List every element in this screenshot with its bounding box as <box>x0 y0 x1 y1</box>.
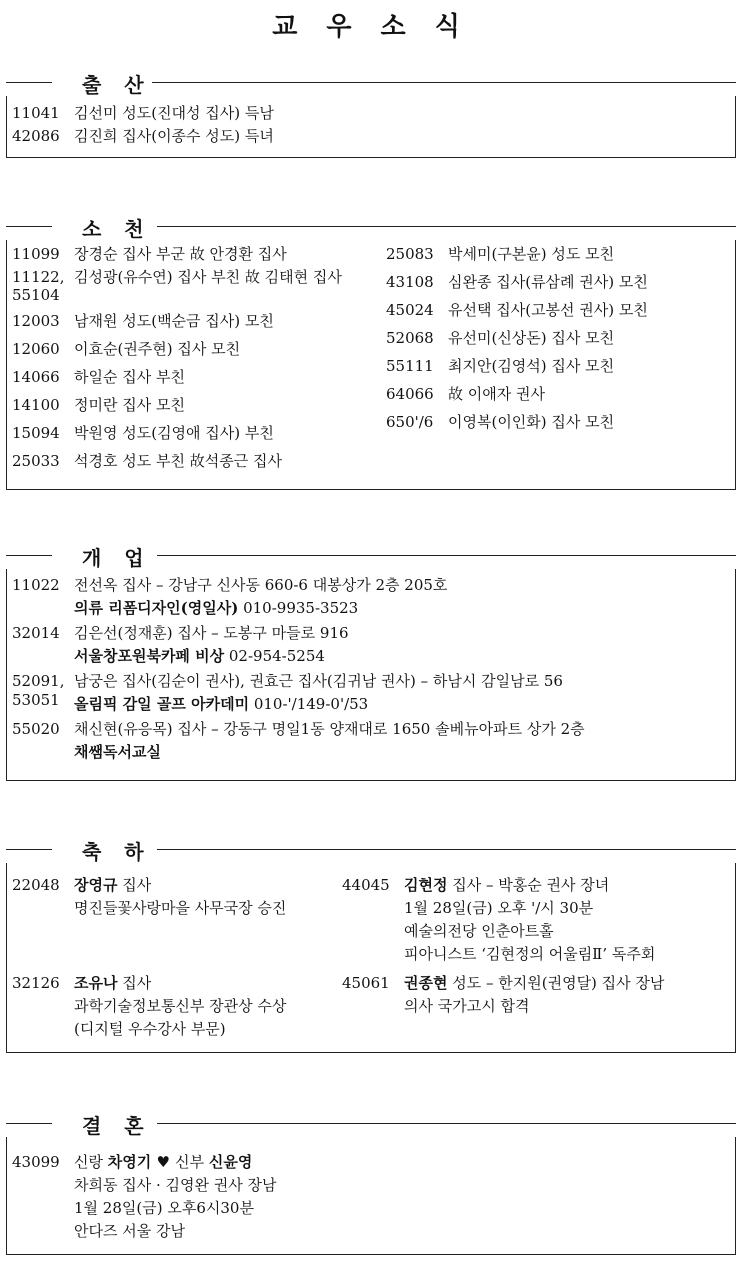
list-item <box>381 327 735 355</box>
member-code: 43099 <box>12 1153 60 1171</box>
item-text: 최지안(김영석) 집사 모친 <box>448 357 615 375</box>
section-header <box>6 837 736 863</box>
member-code: 64066 <box>386 385 434 403</box>
member-code: 42086 <box>12 127 60 145</box>
item-text: 남재원 성도(백순금 집사) 모친 <box>74 312 274 330</box>
congrats-left-column <box>7 874 337 1041</box>
item-text: 예술의전당 인춘아트홀 <box>404 922 554 940</box>
list-item <box>381 243 735 271</box>
section-header <box>6 214 736 240</box>
item-text: 김성광(유수연) 집사 부친 故 김태현 집사 <box>74 268 342 286</box>
person-name: 장영규 <box>74 876 118 894</box>
list-item <box>7 266 361 310</box>
member-code: 52091, 53051 <box>12 672 65 709</box>
item-text: 차희동 집사 · 김영완 권사 장남 <box>74 1176 277 1194</box>
section-opening <box>6 543 736 781</box>
list-item <box>7 394 361 422</box>
item-text: 전선옥 집사 – 강남구 신사동 660-6 대봉상가 2층 205호 <box>74 576 448 594</box>
section-title: 결 혼 <box>78 1110 156 1139</box>
list-item <box>7 125 735 148</box>
item-text: 심완종 집사(류삼례 권사) 모친 <box>448 273 648 291</box>
section-title: 소 천 <box>78 213 156 242</box>
item-text: 故 이애자 권사 <box>448 385 545 403</box>
section-box <box>6 863 736 1053</box>
funeral-left-column <box>7 243 361 478</box>
list-item <box>7 310 361 338</box>
section-birth <box>6 70 736 158</box>
item-text: 박세미(구본윤) 성도 모친 <box>448 245 615 263</box>
section-header <box>6 543 736 569</box>
member-code: 12060 <box>12 340 60 358</box>
page-title: 교 우 소 식 <box>272 12 470 42</box>
person-title: 집사 <box>117 974 152 992</box>
section-wedding <box>6 1111 736 1255</box>
member-code: 32014 <box>12 624 60 642</box>
member-code: 52068 <box>386 329 434 347</box>
member-code: 55020 <box>12 720 60 738</box>
list-item <box>7 574 735 620</box>
item-text: 유선미(신상돈) 집사 모친 <box>448 329 615 347</box>
person-name: 권종현 <box>404 974 448 992</box>
list-item <box>7 1151 735 1243</box>
member-code: 11041 <box>12 104 60 122</box>
section-box <box>6 569 736 781</box>
groom-name: 차영기 <box>107 1153 152 1171</box>
item-text: 하일순 집사 부친 <box>74 368 185 386</box>
item-text: 과학기술정보통신부 장관상 수상 <box>74 997 287 1015</box>
item-text: 이영복(이인화) 집사 모친 <box>448 413 615 431</box>
section-funeral <box>6 214 736 490</box>
member-code: 14066 <box>12 368 60 386</box>
list-item <box>7 718 735 764</box>
funeral-right-column <box>381 243 735 478</box>
list-item <box>7 972 337 1041</box>
person-title: 집사 – 박홍순 권사 장녀 <box>447 876 610 894</box>
item-text: 박원영 성도(김영애 집사) 부친 <box>74 424 274 442</box>
member-code: 12003 <box>12 312 60 330</box>
member-code: 25033 <box>12 452 60 470</box>
bride-label: 신부 <box>175 1153 209 1171</box>
list-item <box>337 972 735 1018</box>
member-code: 45061 <box>342 974 390 992</box>
section-title: 축 하 <box>78 836 156 865</box>
business-name: 의류 리폼디자인(영일사) <box>74 599 239 617</box>
member-code: 11122, 55104 <box>12 268 65 304</box>
business-phone: 02-954-5254 <box>224 647 325 665</box>
person-name: 조유나 <box>74 974 118 992</box>
item-text: 김선미 성도(진대성 집사) 득남 <box>74 104 274 122</box>
list-item <box>7 338 361 366</box>
item-text: 이효순(권주현) 집사 모친 <box>74 340 241 358</box>
person-name: 김현정 <box>404 876 448 894</box>
list-item <box>381 411 735 439</box>
business-name: 올림픽 감일 골프 아카데미 <box>74 695 250 713</box>
list-item <box>7 622 735 668</box>
person-title: 성도 – 한지원(권영달) 집사 장남 <box>447 974 665 992</box>
item-text: 1월 28일(금) 오후6시30분 <box>74 1199 254 1217</box>
item-text: 피아니스트 ‘김현정의 어울림Ⅱ’ 독주회 <box>404 945 656 963</box>
section-box <box>6 96 736 158</box>
congrats-right-column <box>337 874 735 1041</box>
list-item <box>7 874 337 972</box>
item-text: 의사 국가고시 합격 <box>404 997 530 1015</box>
section-box <box>6 240 736 490</box>
member-code: 650'/6 <box>386 413 434 431</box>
list-item <box>381 299 735 327</box>
item-text: 유선택 집사(고봉선 권사) 모친 <box>448 301 648 319</box>
member-code: 22048 <box>12 876 60 894</box>
member-code: 43108 <box>386 273 434 291</box>
list-item <box>7 450 361 478</box>
section-header <box>6 1111 736 1137</box>
bride-name: 신윤영 <box>208 1153 253 1171</box>
list-item <box>7 670 735 716</box>
list-item <box>381 383 735 411</box>
business-name: 서울창포원북카페 비상 <box>74 647 225 665</box>
section-title: 개 업 <box>78 542 156 571</box>
item-text: 1월 28일(금) 오후 '/시 30분 <box>404 899 594 917</box>
section-congrats <box>6 837 736 1053</box>
member-code: 32126 <box>12 974 60 992</box>
groom-label: 신랑 <box>74 1153 108 1171</box>
list-item <box>381 355 735 383</box>
item-text: 김진희 집사(이종수 성도) 득녀 <box>74 127 274 145</box>
heart-icon: ♥ <box>151 1153 176 1171</box>
list-item <box>7 102 735 125</box>
member-code: 44045 <box>342 876 390 894</box>
item-text: 안다즈 서울 강남 <box>74 1222 185 1240</box>
list-item <box>7 366 361 394</box>
item-text: 장경순 집사 부군 故 안경환 집사 <box>74 245 287 263</box>
member-code: 45024 <box>386 301 434 319</box>
business-phone: 010-'/149-0'/53 <box>249 695 369 713</box>
section-title: 출 산 <box>78 69 156 98</box>
member-code: 14100 <box>12 396 60 414</box>
business-phone: 010-9935-3523 <box>238 599 359 617</box>
item-text: 석경호 성도 부친 故석종근 집사 <box>74 452 282 470</box>
member-code: 25083 <box>386 245 434 263</box>
item-text: 남궁은 집사(김순이 권사), 권효근 집사(김귀남 권사) – 하남시 감일남로 56 <box>74 672 563 690</box>
list-item <box>337 874 735 972</box>
member-code: 15094 <box>12 424 60 442</box>
member-code: 11022 <box>12 576 60 594</box>
item-text: 채신현(유응목) 집사 – 강동구 명일1동 양재대로 1650 솔베뉴아파트 상가 2층 <box>74 720 585 738</box>
item-text: (디지털 우수강사 부문) <box>74 1020 226 1038</box>
list-item <box>7 243 361 266</box>
item-text: 정미란 집사 모친 <box>74 396 185 414</box>
member-code: 11099 <box>12 245 60 263</box>
business-name: 채쌤독서교실 <box>74 743 161 761</box>
section-header <box>6 70 736 96</box>
list-item <box>7 422 361 450</box>
item-text: 명진들꽃사랑마을 사무국장 승진 <box>74 899 287 917</box>
member-code: 55111 <box>386 357 434 375</box>
person-title: 집사 <box>117 876 152 894</box>
section-box <box>6 1137 736 1255</box>
list-item <box>381 271 735 299</box>
item-text: 김은선(정재훈) 집사 – 도봉구 마들로 916 <box>74 624 349 642</box>
